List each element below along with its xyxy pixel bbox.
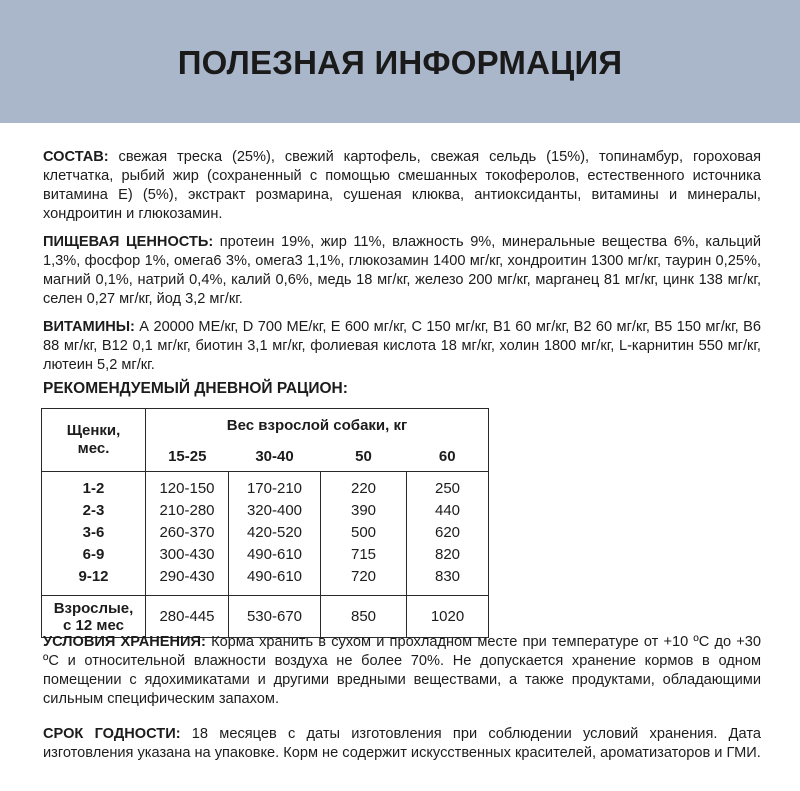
shelf-life-label: СРОК ГОДНОСТИ: xyxy=(43,726,181,742)
age-value: 6-9 xyxy=(82,546,105,563)
weight-header-cell xyxy=(146,409,489,442)
shelf-life-text: 18 месяцев с даты изготовления при соблюдении условий хранения. Дата изготовления указана на упаковке. Корм не содержит искусственных красителей, ароматизаторов и ГМИ. xyxy=(43,726,761,761)
age-value: 3-6 xyxy=(82,524,105,541)
vitamins-paragraph xyxy=(43,318,761,375)
storage-text: Корма хранить в сухом и прохладном месте при температуре от +10 ºС до +30 ºС и относительной влажности воздуха не более 70%. Не допускается хранение кормов в одном помещении с ядохимикатами и другими вредными веществами, а также продуктами, обладающими сильным специфическим запахом. xyxy=(43,634,762,707)
portion-value: 490-610 xyxy=(246,546,303,563)
composition-text: свежая треска (25%), свежий картофель, свежая сельдь (15%), топинамбур, гороховая клетчатка, рыбий жир (сохраненный с помощью смешанных токоферолов, естественного источника витамина Е) (5%), экстракт розмарина, сушеная клюква, антиоксиданты, витамины и минералы, хондроитин и глюкозамин. xyxy=(43,149,761,222)
portion-value: 500 xyxy=(350,524,377,541)
age-column xyxy=(42,472,146,596)
adult-value: 1020 xyxy=(407,596,489,638)
weight-col-1: 15-25 xyxy=(146,442,229,472)
age-header: Щенки, мес. xyxy=(66,422,121,457)
storage-label: УСЛОВИЯ ХРАНЕНИЯ: xyxy=(43,634,206,650)
portion-value: 320-400 xyxy=(246,502,303,519)
vitamins-text: А 20000 МЕ/кг, D 700 МЕ/кг, Е 600 мг/кг, С 150 мг/кг, B1 60 мг/кг, B2 60 мг/кг, B5 150 мг/кг, B6 88 мг/кг, B12 0,1 мг/кг, биотин 3,1 мг/кг, фолиевая кислота 18 мг/кг, холин 1800 мг/кг, L-карнитин 550 мг/кг, лютеин 5,2 мг/кг. xyxy=(43,319,761,373)
portion-value: 820 xyxy=(434,546,461,563)
weight-col-2: 30-40 xyxy=(229,442,321,472)
nutrition-text: протеин 19%, жир 11%, влажность 9%, минеральные вещества 6%, кальций 1,3%, фосфор 1%, омега6 3%, омега3 1,1%, глюкозамин 1400 мг/кг, хондроитин 1300 мг/кг, таурин 0,25%, магний 0,1%, натрий 0,4%, калий 0,6%, медь 18 мг/кг, железо 200 мг/кг, марганец 81 мг/кг, цинк 138 мг/кг, селен 0,27 мг/кг, йод 3,2 мг/кг. xyxy=(43,234,761,307)
portion-value: 620 xyxy=(434,524,461,541)
adult-row xyxy=(42,596,489,638)
header-banner xyxy=(0,0,800,123)
portion-value: 390 xyxy=(350,502,377,519)
age-value: 2-3 xyxy=(82,502,105,519)
weight-col-4: 60 xyxy=(407,442,489,472)
age-value: 9-12 xyxy=(78,568,109,585)
storage-paragraph xyxy=(43,633,761,709)
nutrition-paragraph xyxy=(43,233,761,309)
portion-value: 720 xyxy=(350,568,377,585)
adult-label: Взрослые, с 12 мес xyxy=(42,596,146,638)
portion-value: 220 xyxy=(350,480,377,497)
portion-value: 170-210 xyxy=(246,480,303,497)
portion-value: 210-280 xyxy=(159,502,215,519)
ration-table xyxy=(41,408,489,638)
portion-value: 440 xyxy=(434,502,461,519)
portion-value: 260-370 xyxy=(159,524,215,541)
portion-value: 715 xyxy=(350,546,377,563)
portion-value: 830 xyxy=(434,568,461,585)
age-header-cell xyxy=(42,409,146,472)
ration-title: РЕКОМЕНДУЕМЫЙ ДНЕВНОЙ РАЦИОН: xyxy=(43,380,348,397)
portion-column-3 xyxy=(321,472,407,596)
weight-header: Вес взрослой собаки, кг xyxy=(226,416,408,434)
composition-label: СОСТАВ: xyxy=(43,149,109,165)
age-value: 1-2 xyxy=(82,480,105,497)
weight-col-3: 50 xyxy=(321,442,407,472)
portion-value: 490-610 xyxy=(246,568,303,585)
nutrition-label: ПИЩЕВАЯ ЦЕННОСТЬ: xyxy=(43,234,214,250)
shelf-life-paragraph xyxy=(43,725,761,763)
adult-value: 280-445 xyxy=(146,596,229,638)
adult-value: 530-670 xyxy=(229,596,321,638)
portion-column-1 xyxy=(146,472,229,596)
adult-value: 850 xyxy=(321,596,407,638)
portion-value: 300-430 xyxy=(159,546,215,563)
portion-value: 290-430 xyxy=(159,568,215,585)
portion-value: 420-520 xyxy=(246,524,303,541)
page-title: ПОЛЕЗНАЯ ИНФОРМАЦИЯ xyxy=(177,44,623,81)
portion-column-4 xyxy=(407,472,489,596)
composition-paragraph xyxy=(43,148,761,224)
portion-column-2 xyxy=(229,472,321,596)
portion-value: 250 xyxy=(434,480,461,497)
vitamins-label: ВИТАМИНЫ: xyxy=(43,319,135,335)
portion-value: 120-150 xyxy=(159,480,215,497)
